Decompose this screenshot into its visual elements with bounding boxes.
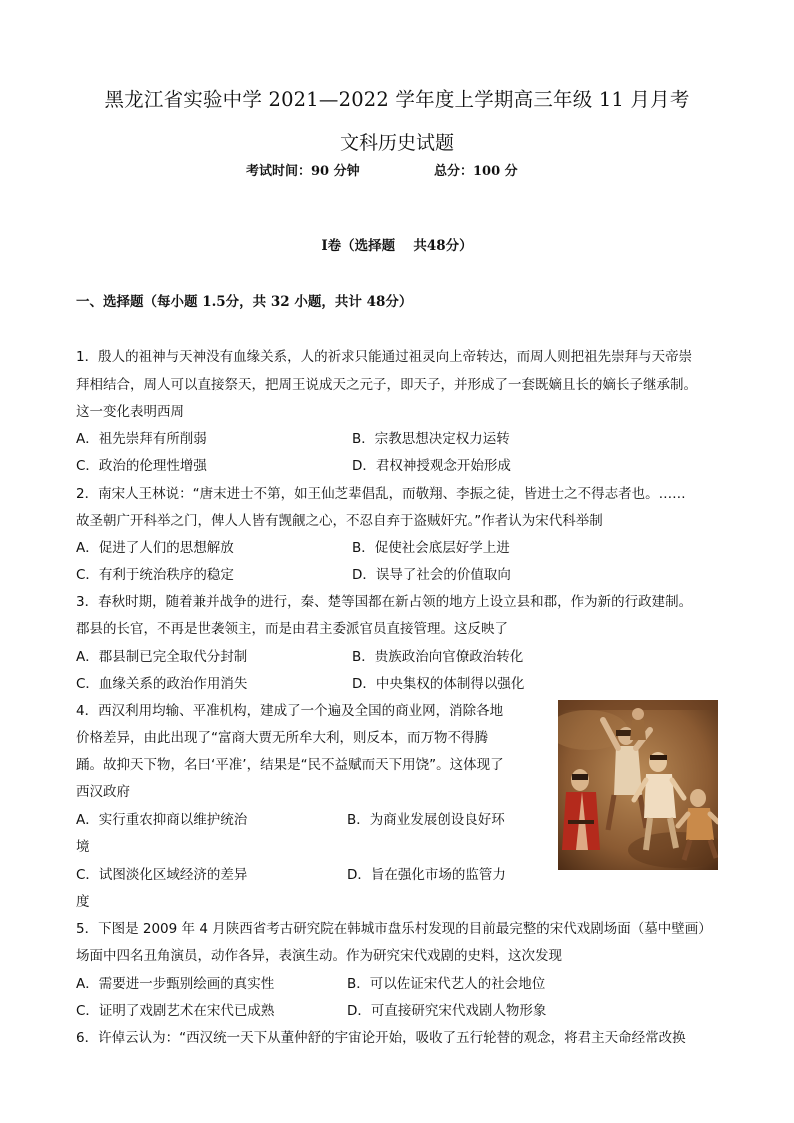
q1-line-2: 拜相结合，周人可以直接祭天，把周王说成天之元子，即天子，并形成了一套既嫡且长的嫡长子继承制。 (76, 377, 697, 393)
volume-title: I卷（选择题 共48分） (321, 238, 473, 254)
q4-option-d-wrap: 度 (76, 894, 90, 910)
q4-option-a: A．实行重农抑商以维护统治 (76, 812, 248, 828)
song-drama-mural-image (558, 700, 718, 870)
q5-line-1: 5．下图是 2009 年 4 月陕西省考古研究院在韩城市盘乐村发现的目前最完整的宋代戏剧场面（墓中壁画） (76, 921, 712, 937)
section-title: 一、选择题（每小题 1.5分，共 32 小题，共计 48分） (76, 294, 413, 310)
q2-option-c: C．有利于统治秩序的稳定 (76, 567, 234, 583)
q2-line-2: 故圣朝广开科举之门，俾人人皆有觊觎之心，不忍自弃于盗贼奸宄。”作者认为宋代科举制 (76, 513, 603, 529)
exam-subtitle: 文科历史试题 (339, 132, 454, 154)
q1-option-c: C．政治的伦理性增强 (76, 458, 207, 474)
exam-time: 考试时间：90 分钟 (246, 164, 360, 179)
q1-option-b: B．宗教思想决定权力运转 (352, 431, 510, 447)
q5-option-c: C．证明了戏剧艺术在宋代已成熟 (76, 1003, 275, 1019)
q3-option-b: B．贵族政治向官僚政治转化 (352, 649, 524, 665)
q5-option-d: D．可直接研究宋代戏剧人物形象 (347, 1003, 547, 1019)
q1-option-a: A．祖先崇拜有所削弱 (76, 431, 207, 447)
q2-option-a: A．促进了人们的思想解放 (76, 540, 234, 556)
q1-line-1: 1．殷人的祖神与天神没有血缘关系，人的祈求只能通过祖灵向上帝转达，而周人则把祖先崇拜与天帝崇 (76, 349, 693, 365)
q3-option-c: C．血缘关系的政治作用消失 (76, 676, 248, 692)
q4-option-d: D．旨在强化市场的监管力 (347, 867, 506, 883)
q4-line-3: 踊。故抑天下物，名曰‘平准’，结果是“民不益赋而天下用饶”。这体现了 (76, 757, 504, 773)
q4-option-b-wrap: 境 (76, 839, 90, 855)
q1-option-d: D．君权神授观念开始形成 (352, 458, 511, 474)
q3-line-1: 3．春秋时期，随着兼并战争的进行，秦、楚等国都在新占领的地方上设立县和郡，作为新的行政建制。 (76, 594, 693, 610)
q3-option-a: A．郡县制已完全取代分封制 (76, 649, 248, 665)
q1-line-3: 这一变化表明西周 (76, 404, 184, 420)
q4-line-1: 4．西汉利用均输、平准机构，建成了一个遍及全国的商业网，消除各地 (76, 703, 504, 719)
q5-option-b: B．可以佐证宋代艺人的社会地位 (347, 976, 546, 992)
total-score: 总分：100 分 (434, 164, 518, 179)
q4-line-4: 西汉政府 (76, 784, 130, 800)
q2-line-1: 2．南宋人王林说：“唐末进士不第，如王仙芝辈倡乱，而敬翔、李振之徒，皆进士之不得志者也。…… (76, 486, 686, 502)
exam-title: 黑龙江省实验中学 2021—2022 学年度上学期高三年级 11 月月考 (104, 88, 690, 111)
q5-option-a: A．需要进一步甄别绘画的真实性 (76, 976, 275, 992)
q6-line-1: 6．许倬云认为：“西汉统一天下从董仲舒的宇宙论开始，吸收了五行轮替的观念，将君主天命经常改换 (76, 1030, 686, 1046)
q3-line-2: 郡县的长官，不再是世袭领主，而是由君主委派官员直接管理。这反映了 (76, 621, 508, 637)
q4-option-b: B．为商业发展创设良好环 (347, 812, 505, 828)
q3-option-d: D．中央集权的体制得以强化 (352, 676, 525, 692)
q5-line-2: 场面中四名丑角演员，动作各异，表演生动。作为研究宋代戏剧的史料，这次发现 (76, 948, 562, 964)
q2-option-b: B．促使社会底层好学上进 (352, 540, 510, 556)
q4-option-c: C．试图淡化区域经济的差异 (76, 867, 248, 883)
q4-line-2: 价格差异，由此出现了“富商大贾无所牟大利，则反本，而万物不得腾 (76, 730, 488, 746)
q2-option-d: D．误导了社会的价值取向 (352, 567, 511, 583)
